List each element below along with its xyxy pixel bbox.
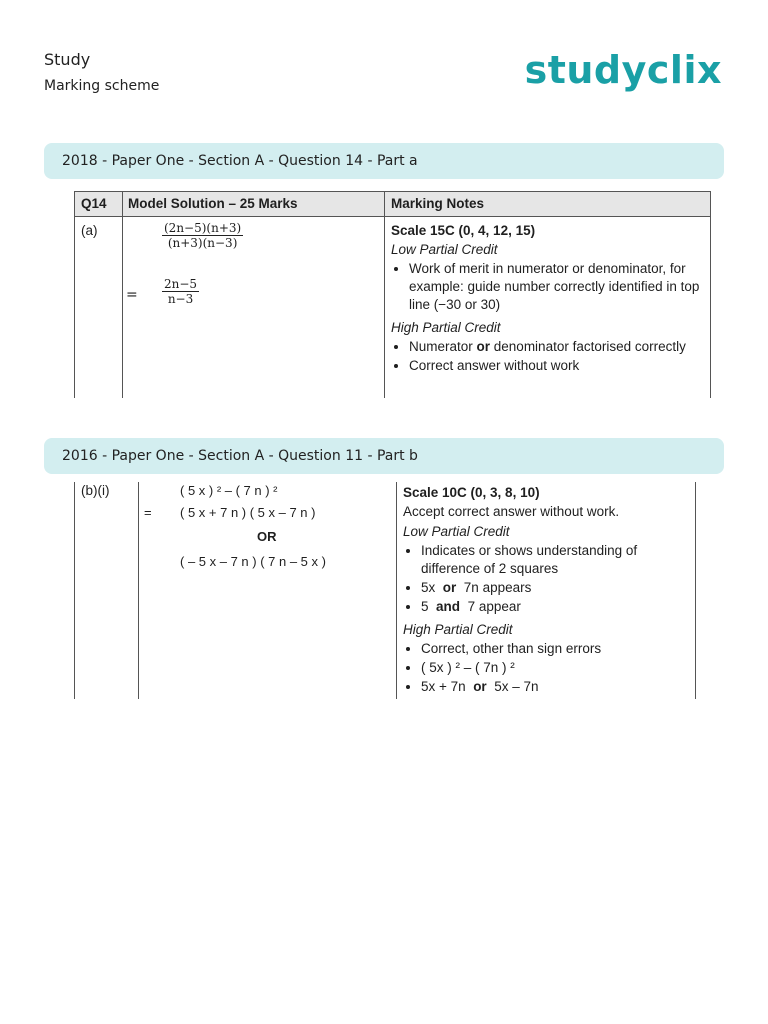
list-item: • 5x or 7n appears (421, 579, 691, 597)
expression-line-2: ( 5 x + 7 n ) ( 5 x – 7 n ) (180, 505, 316, 520)
equals-sign: = (144, 505, 152, 520)
high-partial-credit-title: High Partial Credit (403, 622, 513, 637)
question-banner-2: 2016 - Paper One - Section A - Question 11 - Part b (44, 438, 724, 474)
header-title: Study (44, 50, 91, 69)
fraction-1-denominator: (n+3)(n−3) (167, 236, 238, 250)
low-partial-credit-list (403, 542, 691, 616)
low-partial-credit-list (391, 260, 703, 314)
high-partial-credit-title: High Partial Credit (391, 320, 501, 335)
high-partial-credit-list (403, 640, 691, 696)
equals-sign: = (126, 287, 138, 303)
fraction-1-numerator: (2n−5)(n+3) (164, 221, 242, 235)
col-marking-notes-header: Marking Notes (391, 196, 485, 211)
question-banner-1: 2018 - Paper One - Section A - Question 14 - Part a (44, 143, 724, 179)
list-item: • Correct answer without work (409, 357, 703, 375)
fraction-2-numerator: 2n−5 (164, 277, 198, 291)
list-item: • Correct, other than sign errors (421, 640, 691, 658)
part-label: (a) (81, 223, 98, 238)
marking-table-1 (74, 191, 711, 398)
accept-note: Accept correct answer without work. (403, 504, 620, 519)
list-item: • Work of merit in numerator or denominator, for example: guide number correctly identified in top line (−30 or 30) (409, 260, 703, 314)
studyclix-logo[interactable]: studyclix (524, 48, 722, 92)
list-item: • Indicates or shows understanding of difference of 2 squares (421, 542, 691, 578)
col-model-solution-header: Model Solution – 25 Marks (128, 196, 298, 211)
header-subtitle: Marking scheme (44, 78, 160, 94)
fraction-2-denominator: n−3 (167, 292, 194, 306)
marking-table-2 (74, 482, 696, 699)
scale-label: Scale 10C (0, 3, 8, 10) (403, 485, 540, 500)
part-label: (b)(i) (81, 483, 110, 498)
col-q14-header: Q14 (81, 196, 107, 211)
high-partial-credit-list (391, 338, 703, 375)
fraction-2 (162, 277, 199, 306)
fraction-1 (162, 221, 243, 250)
list-item: • 5 and 7 appear (421, 598, 691, 616)
expression-line-3: ( – 5 x – 7 n ) ( 7 n – 5 x ) (180, 554, 326, 569)
list-item: • ( 5x ) ² – ( 7n ) ² (421, 659, 691, 677)
list-item: • 5x + 7n or 5x – 7n (421, 678, 691, 696)
low-partial-credit-title: Low Partial Credit (403, 524, 510, 539)
expression-line-1: ( 5 x ) ² – ( 7 n ) ² (180, 483, 278, 498)
low-partial-credit-title: Low Partial Credit (391, 242, 498, 257)
or-label: OR (257, 529, 277, 544)
list-item: • Numerator or denominator factorised correctly (409, 338, 703, 356)
scale-label: Scale 15C (0, 4, 12, 15) (391, 223, 536, 238)
